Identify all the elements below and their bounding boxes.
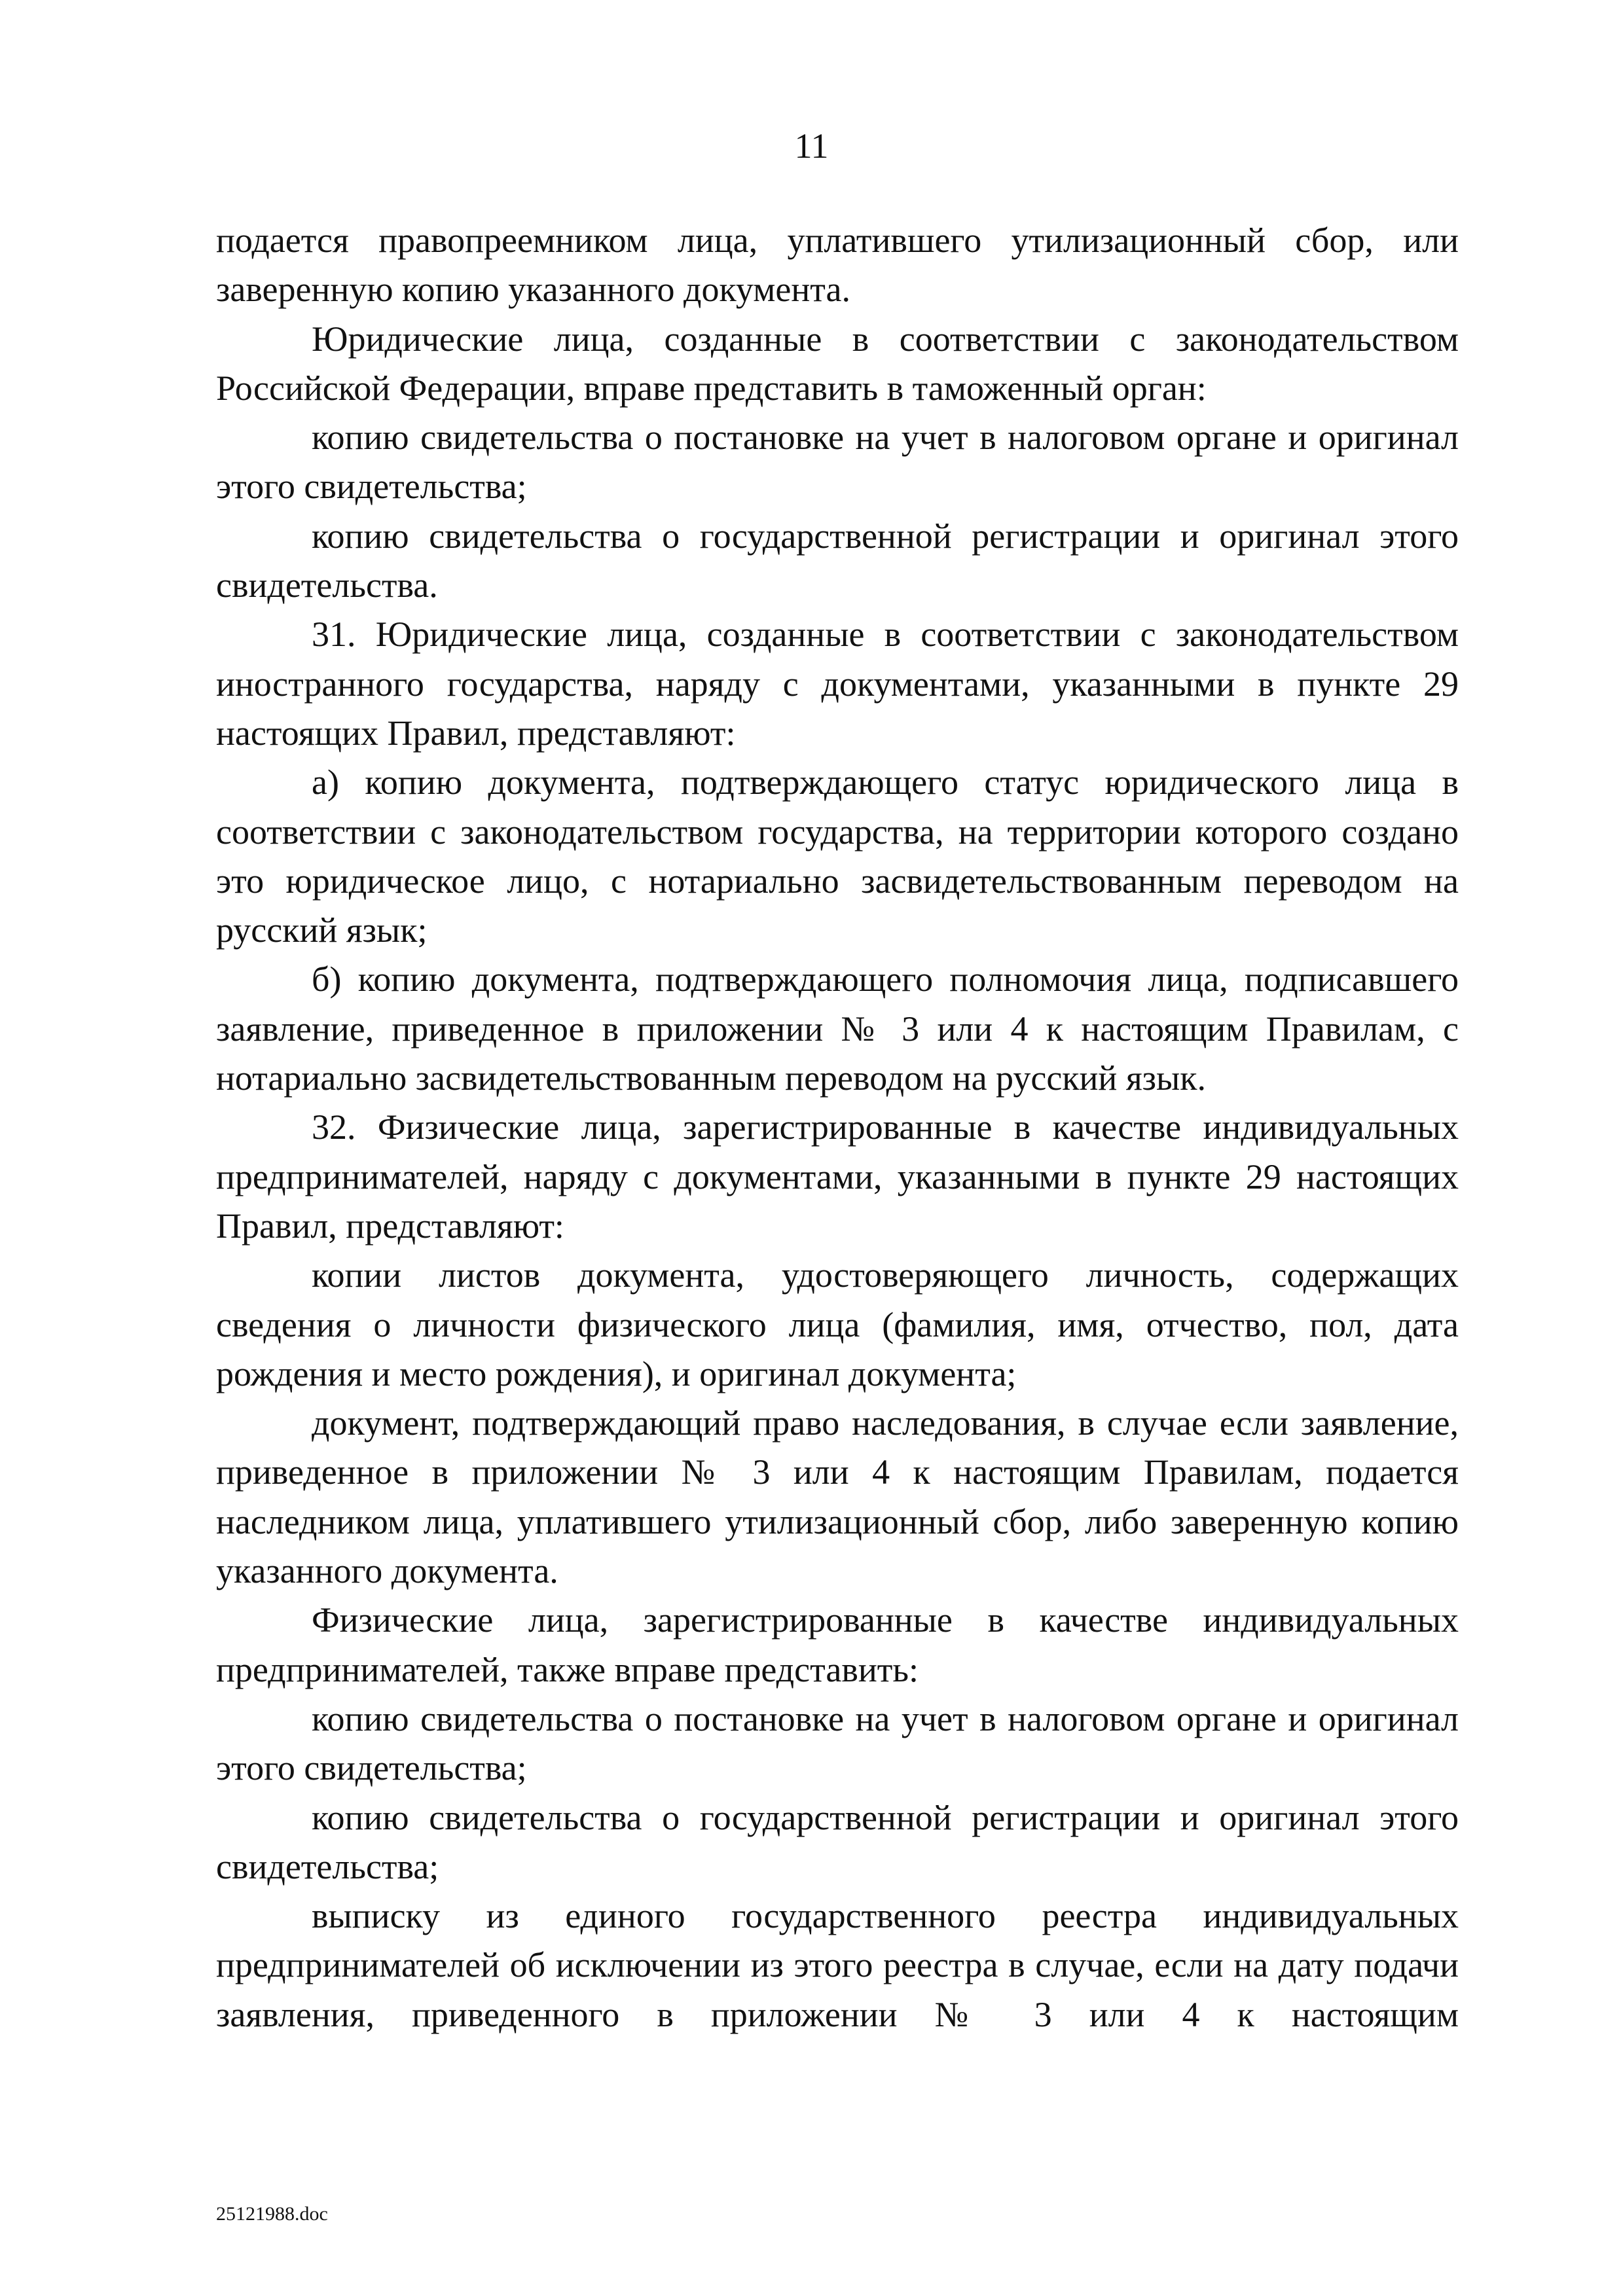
paragraph: копию свидетельства о государственной регистрации и оригинал этого свидетельства; [216, 1797, 1459, 1886]
paragraph: Физические лица, зарегистрированные в качестве индивидуальных предпринимателей, также вправе представить: [216, 1600, 1459, 1689]
paragraph: Юридические лица, созданные в соответствии с законодательством Российской Федерации, вправе представить в таможенный орган: [216, 319, 1459, 408]
paragraph-subclause-a: а) копию документа, подтверждающего статус юридического лица в соответствии с законодательством государства, на территории которого создано это юридическое лицо, с нотариально засвидетельствованным переводом на русский язык; [216, 762, 1459, 950]
paragraph-continuation: подается правопреемником лица, уплатившего утилизационный сбор, или заверенную копию указанного документа. [216, 221, 1459, 310]
footer-document-id: 25121988.doc [216, 2203, 328, 2225]
paragraph-continues-next-page: выписку из единого государственного реестра индивидуальных предпринимателей об исключении из этого реестра в случае, если на дату подачи заявления, приведенного в приложении № 3 или 4 к настоящим [216, 1896, 1459, 2034]
paragraph-subclause-b: б) копию документа, подтверждающего полномочия лица, подписавшего заявление, приведенное в приложении № 3 или 4 к настоящим Правилам, с нотариально засвидетельствованным переводом на русский язык. [216, 960, 1459, 1098]
paragraph: копию свидетельства о постановке на учет в налоговом органе и оригинал этого свидетельства; [216, 418, 1459, 507]
paragraph: копию свидетельства о постановке на учет в налоговом органе и оригинал этого свидетельства; [216, 1698, 1459, 1788]
document-body [216, 216, 1459, 2039]
paragraph: копию свидетельства о государственной регистрации и оригинал этого свидетельства. [216, 516, 1459, 605]
page-number: 11 [794, 126, 829, 166]
paragraph-clause-32: 32. Физические лица, зарегистрированные в качестве индивидуальных предпринимателей, наряду с документами, указанными в пункте 29 настоящих Правил, представляют: [216, 1107, 1459, 1246]
paragraph-clause-31: 31. Юридические лица, созданные в соответствии с законодательством иностранного государства, наряду с документами, указанными в пункте 29 настоящих Правил, представляют: [216, 615, 1459, 753]
paragraph: документ, подтверждающий право наследования, в случае если заявление, приведенное в приложении № 3 или 4 к настоящим Правилам, подается наследником лица, уплатившего утилизационный сбор, либо заверенную копию указанного документа. [216, 1403, 1459, 1591]
paragraph: копии листов документа, удостоверяющего личность, содержащих сведения о личности физического лица (фамилия, имя, отчество, пол, дата рождения и место рождения), и оригинал документа; [216, 1255, 1459, 1393]
